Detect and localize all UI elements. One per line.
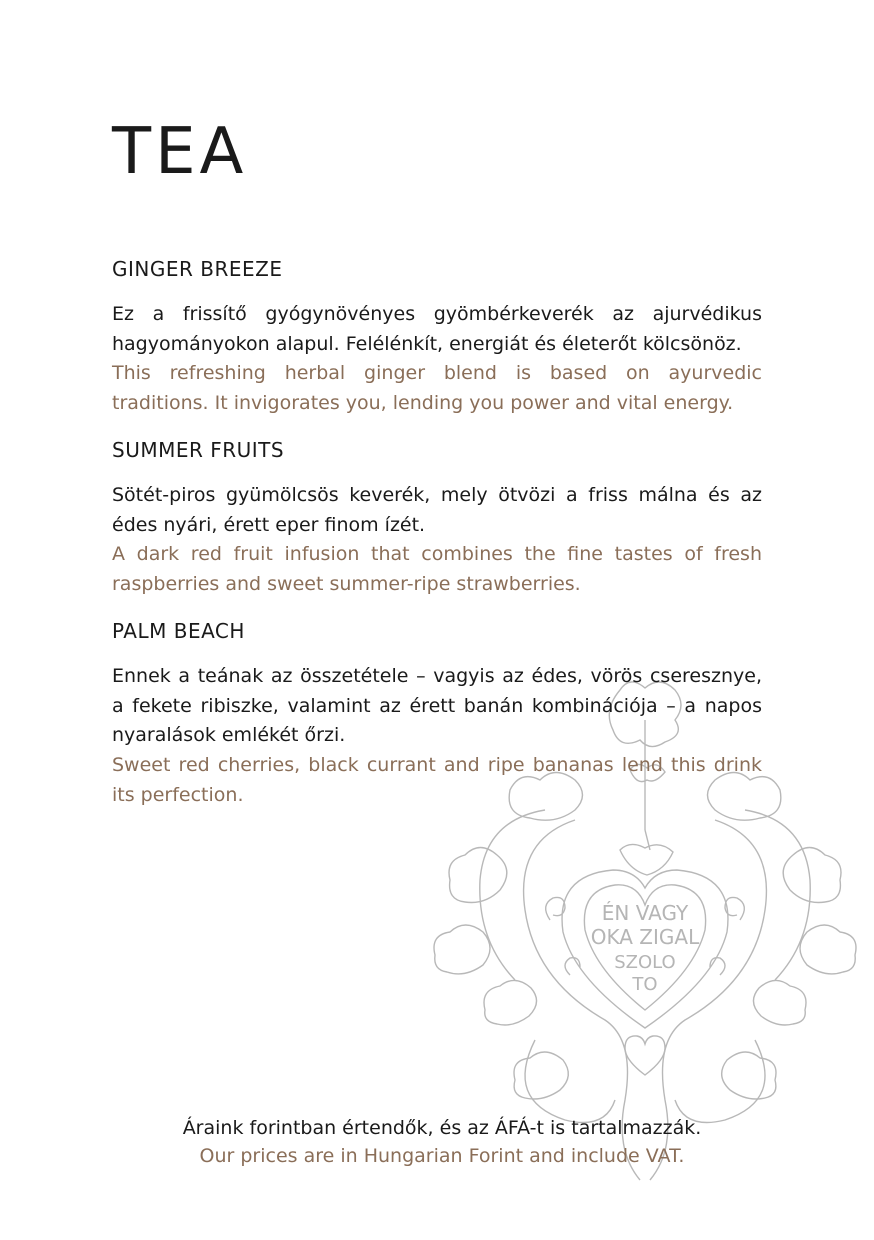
item-description-hu: Ez a frissítő gyógynövényes gyömbérkeverék az ajurvédikus hagyományokon alapul. Felélénkít, energiát és életerőt kölcsönöz. [112, 303, 762, 355]
item-name: PALM BEACH [112, 619, 245, 643]
item-description-en: A dark red fruit infusion that combines the fine tastes of fresh raspberries and sweet summer-ripe strawberries. [112, 543, 762, 596]
page-title: TEA [112, 115, 248, 189]
price-note [112, 1114, 772, 1170]
svg-text:OKA ZIGAL: OKA ZIGAL [590, 925, 700, 949]
item-description-en: Sweet red cherries, black currant and ripe bananas lend this drink its perfection. [112, 754, 762, 806]
svg-text:SZOLO: SZOLO [614, 952, 676, 973]
item-description-hu: Sötét-piros gyümölcsös keverék, mely ötvözi a friss málna és az édes nyári, érett eper finom ízét. [112, 484, 762, 536]
svg-text:ÉN VAGY: ÉN VAGY [601, 901, 689, 925]
item-name: SUMMER FRUITS [112, 438, 285, 462]
item-description-en: This refreshing herbal ginger blend is based on ayurvedic traditions. It invigorates you, lending you power and vital energy. [112, 362, 762, 415]
price-note-en: Our prices are in Hungarian Forint and include VAT. [199, 1145, 685, 1167]
item-description-hu: Ennek a teának az összetétele – vagyis az édes, vörös cseresznye, a fekete ribiszke, valamint az érett banán kombinációja – a napos nyaralások emlékét őrzi. [112, 665, 762, 747]
menu-item-summer-fruits [112, 437, 762, 600]
menu-item-palm-beach [112, 618, 762, 811]
price-note-hu: Áraink forintban értendők, és az ÁFÁ-t is tartalmazzák. [182, 1117, 702, 1139]
menu-item-ginger-breeze [112, 256, 762, 419]
item-name: GINGER BREEZE [112, 257, 283, 281]
svg-text:TO: TO [632, 974, 658, 995]
